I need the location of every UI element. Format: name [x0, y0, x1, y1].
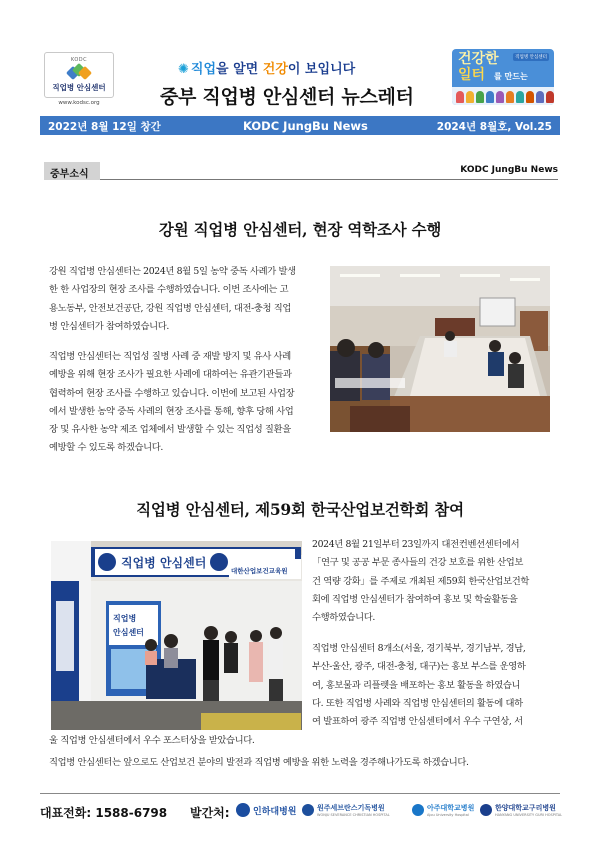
article2-paragraph1: 2024년 8월 21일부터 23일까지 대전컨벤션센터에서 「연구 및 공공 부문 종사들의 건강 보호를 위한 산업보 건 역량 강화」를 주제로 개최된 제59회 한국산업보건학 회에 직업병 안심센터가 참여하여 홍보 및 학술활동을 수행하였습니다.	[312, 539, 529, 624]
footer	[40, 793, 563, 827]
healthy-workplace-badge: 건강한 일터 를 만드는 직업병 안심센터	[452, 49, 554, 105]
article2-title: 직업병 안심센터, 제59회 한국산업보건학회 참여	[136, 500, 464, 519]
hanyang-logo-icon	[480, 804, 492, 816]
logo-name: 직업병 안심센터	[52, 83, 106, 92]
sparkle-icon: ✺	[178, 62, 189, 77]
section-label: 중부소식	[44, 162, 100, 180]
section-right-label: KODC JungBu News	[460, 165, 558, 175]
center-logo	[44, 52, 114, 110]
booth-photo-image	[51, 541, 302, 730]
article2-paragraph3: 울 직업병 안심센터에서 우수 포스터상을 받았습니다. 직업병 안심센터는 앞으로도 산업보건 분야의 발전과 직업병 예방을 위한 노력을 경주해나가도록 하겠습니다.	[49, 735, 469, 769]
inha-logo-icon	[236, 803, 250, 817]
org-ajou-hospital: 아주대학교병원 Ajou University Hospital	[412, 802, 474, 818]
panel-text-line1: 직업병	[113, 614, 137, 623]
org-wonju-severance: 원주세브란스기독병원 WONJU SEVERANCE CHRISTIAN HOSPITAL	[302, 802, 390, 818]
article1-title: 강원 직업병 안심센터, 현장 역학조사 수행	[158, 220, 442, 239]
article1-paragraph1: 강원 직업병 안심센터는 2024년 8월 5일 농약 중독 사례가 발생 한 한 사업장의 현장 조사를 수행하였습니다. 이번 조사에는 고 용노동부, 안전보건공단, 강원 직업병 안심센터, 대전-충청 직업 병 안심센터가 참여하였습니다.	[49, 266, 296, 332]
side-sign-text: 대한산업보건교육원	[231, 567, 288, 575]
bar-title: KODC JungBu News	[243, 119, 368, 133]
booth-sign-text: 직업병 안심센터	[121, 556, 207, 570]
severance-logo-icon	[302, 804, 314, 816]
section-header	[44, 162, 558, 180]
logo-website: www.kodsc.org	[58, 100, 100, 106]
article1-paragraph2: 직업병 안심센터는 직업성 질병 사례 중 재발 방지 및 유사 사례 예방을 위해 현장 조사가 필요한 사례에 대하여는 유관기관들과 협력하여 현장 조사를 수행하고 있습니다. 이번에 보고된 사업장 에서 발생한 농약 중독 사례의 현장 조사를 통해, 향후 당해 사업 장 및 유사한 농약 제조 업체에서 발생할 수 있는 직업성 질환을 예방할 수 있도록 하겠습니다.	[49, 351, 295, 454]
publisher-label: 발간처:	[190, 806, 230, 820]
org-hanyang-guri-hospital: 한양대학교구리병원 HANYANG UNIVERSITY GURI HOSPITAL	[480, 802, 562, 818]
issue-info-bar	[40, 116, 560, 135]
meeting-photo	[330, 266, 550, 432]
people-illustration-icon	[452, 87, 554, 105]
founded-date: 2022년 8월 12일 창간	[48, 121, 161, 133]
booth-photo	[51, 541, 302, 730]
newsletter-title: 중부 직업병 안심센터 뉴스레터	[160, 86, 414, 108]
ajou-logo-icon	[412, 804, 424, 816]
meeting-photo-image	[330, 266, 550, 432]
issue-number: 2024년 8월호, Vol.25	[436, 121, 552, 133]
slogan: ✺ 직업을 알면 건강이 보입니다	[178, 62, 356, 77]
phone-number: 대표전화: 1588-6798	[40, 806, 168, 820]
logo-emblem-icon	[68, 65, 90, 81]
org-inha-hospital: 인하대병원	[236, 802, 296, 818]
panel-text-line2: 안심센터	[113, 628, 144, 637]
article2-paragraph2: 직업병 안심센터 8개소(서울, 경기북부, 경기남부, 경남, 부산-울산, 광주, 대전-충청, 대구)는 홍보 부스를 운영하 여, 홍보물과 리플렛을 배포하는 홍보 활동을 하였습니 다. 또한 직업병 사례와 직업병 안심센터의 활동에 대하 여 발표하여 광주 직업병 안심센터에서 우수 구연상, 서	[312, 643, 526, 728]
logo-org-label: KODC	[70, 57, 88, 63]
